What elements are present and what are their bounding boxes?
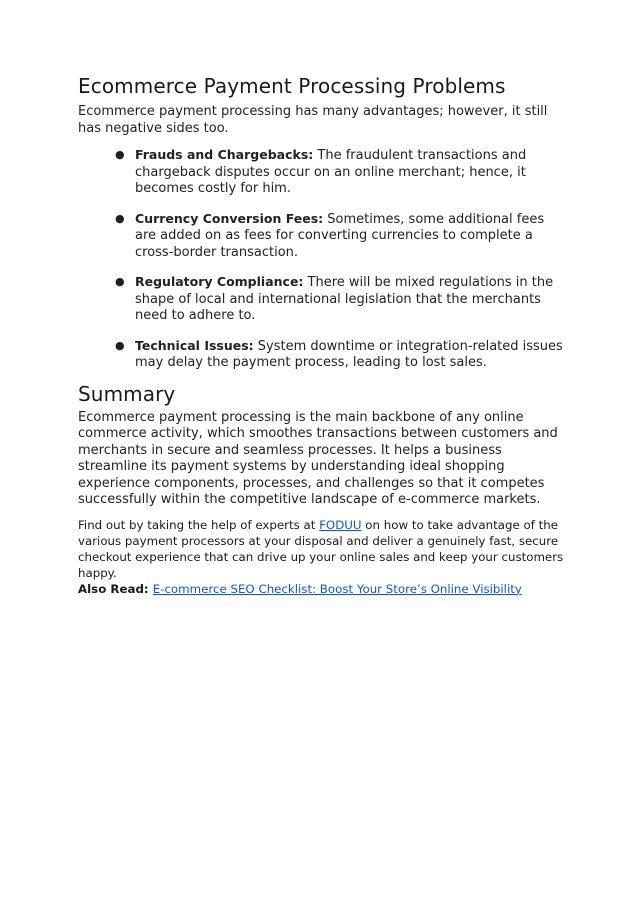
list-item <box>78 211 568 262</box>
list-item-term: Regulatory Compliance: <box>135 274 304 289</box>
cta-paragraph <box>78 517 568 581</box>
also-read <box>78 581 568 597</box>
cta-text-after: on how to take advantage of the various payment processors at your disposal and deliver a genuinely fast, secure checkout experience that can drive up your online sales and keep your customers happy. <box>78 517 564 580</box>
bullet-icon: ● <box>115 211 125 225</box>
list-item <box>78 338 568 372</box>
summary-paragraph: Ecommerce payment processing is the main backbone of any online commerce activity, which smoothes transactions between customers and merchants in secure and seamless processes. It helps a business streamline its payment systems by understanding ideal shopping experience components, processes, and challenges so that it competes successfully within the competitive landscape of e-commerce markets. <box>78 409 558 507</box>
also-read-label: Also Read: <box>78 581 153 596</box>
document-page <box>78 70 568 597</box>
bullet-icon: ● <box>115 275 125 288</box>
bullet-icon: ● <box>115 338 125 352</box>
section-title: Ecommerce Payment Processing Problems <box>78 74 506 98</box>
problems-list <box>78 147 568 372</box>
foduu-link[interactable]: FODUU <box>319 517 362 532</box>
cta-text-before: Find out by taking the help of experts at <box>78 517 320 532</box>
list-item-text: There will be mixed regulations in the shape of local and international legislation that the merchants need to adhere to. <box>135 275 554 323</box>
list-item-term: Frauds and Chargebacks: <box>135 147 314 162</box>
intro-paragraph: Ecommerce payment processing has many advantages; however, it still has negative sides too. <box>78 104 548 136</box>
list-item-term: Technical Issues: <box>135 337 254 353</box>
list-item-text: The fraudulent transactions and chargeback disputes occur on an online merchant; hence, it becomes costly for him. <box>135 148 527 196</box>
list-item-text: System downtime or integration-related issues may delay the payment process, leading to lost sales. <box>135 338 563 370</box>
summary-title: Summary <box>78 381 176 406</box>
bullet-icon: ● <box>115 148 125 161</box>
list-item-term: Currency Conversion Fees: <box>135 210 324 226</box>
list-item <box>78 274 568 325</box>
list-item-text: Sometimes, some additional fees are added on as fees for converting currencies to complete a cross-border transaction. <box>135 211 545 260</box>
also-read-link[interactable]: E-commerce SEO Checklist: Boost Your Store’s Online Visibility <box>152 581 522 596</box>
list-item <box>78 147 568 198</box>
